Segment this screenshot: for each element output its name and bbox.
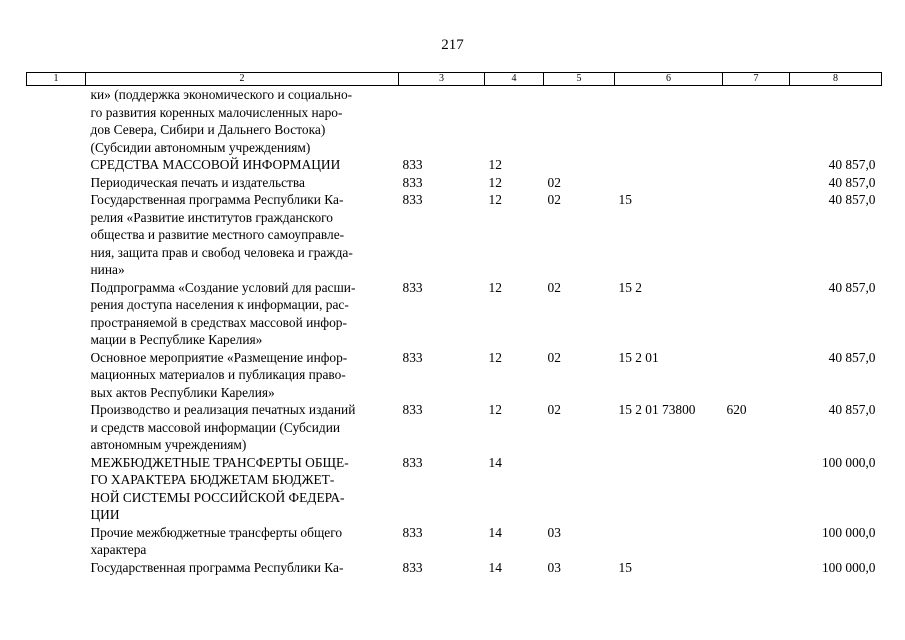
item-name-line: Государственная программа Республики Ка- (90, 192, 344, 207)
item-name-line: мации в Республике Карелия» (90, 332, 263, 347)
row-index-cell (27, 174, 86, 192)
subsection-cell (544, 454, 615, 524)
item-name-line: НОЙ СИСТЕМЫ РОССИЙСКОЙ ФЕДЕРА- (90, 489, 345, 505)
target-article-cell (615, 524, 723, 559)
column-header-6: 6 (615, 73, 723, 86)
section-cell: 12 (488, 157, 502, 172)
column-header-1: 1 (27, 73, 86, 86)
item-name-line: характера (90, 542, 147, 557)
subsection-cell: 02 (547, 192, 561, 207)
column-number-row (27, 73, 882, 86)
column-header-7: 7 (723, 73, 790, 86)
admin-code-cell: 833 (402, 454, 423, 470)
item-name-line: МЕЖБЮДЖЕТНЫЕ ТРАНСФЕРТЫ ОБЩЕ- (90, 454, 349, 470)
expense-type-cell (723, 454, 790, 524)
target-article-cell: 15 2 01 73800 (618, 402, 696, 417)
expense-type-cell (723, 524, 790, 559)
table-row (27, 174, 882, 192)
expense-type-cell (723, 191, 790, 279)
subsection-cell: 02 (547, 402, 561, 417)
row-index-cell (27, 454, 86, 524)
admin-code-cell (399, 86, 485, 157)
row-index-cell (27, 191, 86, 279)
item-name-cell (86, 401, 399, 454)
item-name-cell (86, 191, 399, 279)
item-name-cell (86, 454, 399, 524)
item-name-cell (86, 559, 399, 577)
amount-cell: 40 857,0 (828, 192, 876, 207)
amount-cell: 100 000,0 (821, 454, 876, 470)
amount-cell: 40 857,0 (828, 349, 876, 365)
amount-cell: 40 857,0 (828, 279, 876, 295)
admin-code-cell: 833 (402, 559, 423, 575)
amount-cell: 100 000,0 (821, 559, 876, 575)
item-name-line: (Субсидии автономным учреждениям) (90, 139, 311, 155)
subsection-cell: 02 (547, 174, 561, 190)
item-name-line: мационных материалов и публикация право- (90, 367, 346, 382)
item-name-line: и средств массовой информации (Субсидии (90, 419, 341, 435)
item-name-line: Прочие межбюджетные трансферты общего (90, 524, 343, 540)
section-cell (485, 86, 544, 157)
item-name-cell (86, 174, 399, 192)
section-cell: 12 (488, 279, 502, 295)
table-row (27, 86, 882, 157)
section-cell: 14 (488, 559, 502, 575)
item-name-line: автономным учреждениям) (90, 437, 247, 452)
target-article-cell: 15 2 (618, 279, 642, 295)
item-name-line: го развития коренных малочисленных наро- (90, 104, 343, 120)
item-name-line: пространяемой в средствах массовой инфор- (90, 314, 347, 330)
row-index-cell (27, 86, 86, 157)
expense-type-cell (723, 174, 790, 192)
admin-code-cell: 833 (402, 157, 423, 172)
row-index-cell (27, 559, 86, 577)
item-name-line: дов Севера, Сибири и Дальнего Востока) (90, 122, 326, 137)
column-header-8: 8 (790, 73, 882, 86)
item-name-cell (86, 349, 399, 402)
target-article-cell: 15 (618, 559, 632, 575)
item-name-cell (86, 86, 399, 157)
table-row (27, 401, 882, 454)
column-header-5: 5 (544, 73, 615, 86)
subsection-cell: 02 (547, 349, 561, 365)
admin-code-cell: 833 (402, 402, 423, 417)
table-row (27, 349, 882, 402)
item-name-line: Государственная программа Республики Ка- (90, 559, 344, 575)
column-header-2: 2 (86, 73, 399, 86)
table-row (27, 156, 882, 174)
item-name-line: релия «Развитие институтов гражданского (90, 209, 333, 225)
item-name-line: Производство и реализация печатных изданий (90, 402, 356, 417)
item-name-line: Основное мероприятие «Размещение инфор- (90, 349, 348, 365)
amount-cell: 40 857,0 (828, 157, 876, 172)
target-article-cell (615, 86, 723, 157)
amount-cell (790, 86, 882, 157)
target-article-cell (615, 174, 723, 192)
amount-cell: 40 857,0 (828, 402, 876, 417)
row-index-cell (27, 524, 86, 559)
item-name-line: ЦИИ (90, 507, 120, 522)
column-header-3: 3 (399, 73, 485, 86)
item-name-cell (86, 524, 399, 559)
item-name-line: СРЕДСТВА МАССОВОЙ ИНФОРМАЦИИ (90, 157, 341, 172)
target-article-cell: 15 2 01 (618, 349, 659, 365)
expense-type-cell (723, 156, 790, 174)
item-name-line: вых актов Республики Карелия» (90, 384, 275, 400)
section-cell: 14 (488, 524, 502, 540)
subsection-cell: 02 (547, 279, 561, 295)
row-index-cell (27, 349, 86, 402)
row-index-cell (27, 156, 86, 174)
section-cell: 12 (488, 349, 502, 365)
row-index-cell (27, 279, 86, 349)
subsection-cell: 03 (547, 524, 561, 540)
expense-type-cell: 620 (726, 402, 747, 417)
admin-code-cell: 833 (402, 192, 423, 207)
item-name-line: Подпрограмма «Создание условий для расши- (90, 279, 356, 295)
amount-cell: 100 000,0 (821, 524, 876, 540)
subsection-cell (544, 86, 615, 157)
item-name-line: ГО ХАРАКТЕРА БЮДЖЕТАМ БЮДЖЕТ- (90, 472, 335, 487)
item-name-line: ния, защита прав и свобод человека и гражда- (90, 244, 353, 260)
subsection-cell: 03 (547, 559, 561, 575)
item-name-line: нина» (90, 262, 125, 277)
item-name-line: рения доступа населения к информации, рас- (90, 297, 349, 312)
section-cell: 12 (488, 192, 502, 207)
admin-code-cell: 833 (402, 349, 423, 365)
expense-type-cell (723, 279, 790, 349)
item-name-line: Периодическая печать и издательства (90, 174, 305, 190)
section-cell: 14 (488, 454, 502, 470)
item-name-line: ки» (поддержка экономического и социально- (90, 87, 353, 102)
item-name-line: общества и развитие местного самоуправле- (90, 227, 345, 242)
item-name-cell (86, 156, 399, 174)
section-cell: 12 (488, 402, 502, 417)
amount-cell: 40 857,0 (828, 174, 876, 190)
page-number: 217 (441, 37, 464, 53)
section-cell: 12 (488, 174, 502, 190)
table-row (27, 559, 882, 577)
subsection-cell (544, 156, 615, 174)
item-name-cell (86, 279, 399, 349)
target-article-cell (615, 156, 723, 174)
column-header-4: 4 (485, 73, 544, 86)
admin-code-cell: 833 (402, 279, 423, 295)
target-article-cell (615, 454, 723, 524)
budget-table (26, 72, 882, 576)
table-row (27, 279, 882, 349)
table-row (27, 454, 882, 524)
row-index-cell (27, 401, 86, 454)
expense-type-cell (723, 559, 790, 577)
expense-type-cell (723, 349, 790, 402)
target-article-cell: 15 (618, 192, 632, 207)
table-row (27, 524, 882, 559)
admin-code-cell: 833 (402, 524, 423, 540)
admin-code-cell: 833 (402, 174, 423, 190)
table-row (27, 191, 882, 279)
expense-type-cell (723, 86, 790, 157)
